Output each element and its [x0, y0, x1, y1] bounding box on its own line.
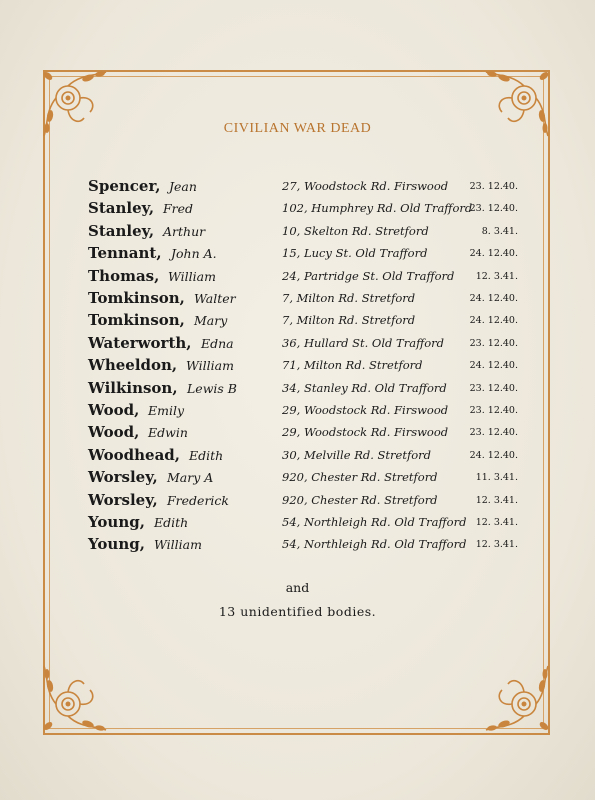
given-name: John A. — [171, 246, 217, 262]
date: 24. 12.40. — [469, 360, 518, 372]
address: 27, Woodstock Rd. Firswood — [282, 179, 449, 193]
list-item — [0, 177, 595, 199]
date: 23. 12.40. — [469, 181, 518, 192]
address: 36, Hullard St. Old Trafford — [282, 335, 444, 350]
address: 54, Northleigh Rd. Old Trafford — [282, 537, 467, 552]
given-name: Mary A — [167, 470, 214, 486]
given-name: William — [186, 358, 234, 374]
given-name: William — [154, 537, 202, 553]
address: 7, Milton Rd. Stretford — [282, 313, 416, 328]
date: 12. 3.41. — [475, 517, 518, 528]
given-name: Mary — [194, 313, 228, 329]
address: 29, Woodstock Rd. Firswood — [282, 403, 449, 417]
given-name: Lewis B — [187, 380, 237, 396]
given-name: Edith — [154, 515, 189, 530]
given-name: Fred — [163, 201, 194, 217]
surname: Tennant, — [88, 244, 162, 263]
address: 29, Woodstock Rd. Firswood — [282, 425, 449, 440]
surname: Wheeldon, — [88, 356, 178, 375]
given-name: Edna — [201, 335, 234, 351]
list-item — [0, 267, 595, 289]
address: 71, Milton Rd. Stretford — [282, 358, 423, 373]
list-item — [0, 379, 595, 401]
date: 24. 12.40. — [469, 293, 518, 304]
date: 12. 3.41. — [475, 539, 518, 551]
date: 23. 12.40. — [469, 337, 518, 349]
surname: Young, — [88, 535, 145, 554]
surname: Wilkinson, — [88, 378, 178, 397]
list-item — [0, 334, 595, 356]
surname: Woodhead, — [88, 445, 180, 464]
list-item — [0, 222, 595, 244]
address: 15, Lucy St. Old Trafford — [282, 246, 428, 261]
surname: Stanley, — [88, 199, 155, 218]
date: 8. 3.41. — [481, 225, 518, 237]
date: 24. 12.40. — [469, 248, 518, 260]
date: 12. 3.41. — [475, 494, 518, 506]
unidentified-bodies-text: 13 unidentified bodies. — [218, 604, 377, 619]
surname: Wood, — [88, 423, 140, 442]
list-item — [0, 244, 595, 266]
list-item — [0, 446, 595, 468]
surname: Worsley, — [88, 490, 158, 509]
list-item — [0, 468, 595, 490]
surname: Wood, — [88, 401, 140, 419]
surname: Waterworth, — [88, 333, 192, 352]
list-item — [0, 513, 595, 535]
given-name: Edith — [189, 447, 224, 463]
list-item — [0, 356, 595, 378]
date: 12. 3.41. — [475, 270, 518, 282]
surname: Spencer, — [88, 177, 161, 195]
page-title: CIVILIAN WAR DEAD — [223, 121, 372, 136]
corner-ornament-bottom-left — [40, 656, 120, 736]
list-item — [0, 423, 595, 445]
date: 23. 12.40. — [469, 427, 518, 439]
given-name: Emily — [148, 403, 185, 418]
given-name: Arthur — [163, 223, 206, 239]
date: 11. 3.41. — [475, 472, 518, 484]
given-name: Frederick — [167, 492, 229, 508]
surname: Stanley, — [88, 221, 155, 240]
corner-ornament-bottom-right — [472, 656, 552, 736]
address: 30, Melville Rd. Stretford — [282, 447, 431, 462]
date: 23. 12.40. — [469, 382, 518, 394]
surname: Thomas, — [88, 266, 160, 285]
given-name: Jean — [169, 179, 197, 194]
list-item — [0, 491, 595, 513]
address: 54, Northleigh Rd. Old Trafford — [282, 515, 467, 529]
given-name: Edwin — [148, 425, 188, 441]
list-item — [0, 289, 595, 311]
list-item — [0, 311, 595, 333]
surname: Tomkinson, — [88, 289, 185, 307]
and-text: and — [285, 580, 310, 595]
address: 24, Partridge St. Old Trafford — [282, 268, 455, 283]
address: 34, Stanley Rd. Old Trafford — [282, 380, 447, 395]
list-item — [0, 199, 595, 221]
date: 24. 12.40. — [469, 315, 518, 327]
list-item — [0, 401, 595, 423]
given-name: William — [168, 268, 216, 284]
address: 102, Humphrey Rd. Old Trafford — [282, 201, 473, 216]
address: 10, Skelton Rd. Stretford — [282, 223, 429, 238]
surname: Worsley, — [88, 468, 158, 487]
surname: Tomkinson, — [88, 311, 185, 330]
date: 23. 12.40. — [469, 405, 518, 416]
surname: Young, — [88, 513, 145, 531]
given-name: Walter — [194, 291, 236, 306]
address: 920, Chester Rd. Stretford — [282, 492, 438, 507]
date: 24. 12.40. — [469, 449, 518, 461]
list-item — [0, 535, 595, 557]
date: 23. 12.40. — [469, 203, 518, 215]
address: 7, Milton Rd. Stretford — [282, 291, 416, 305]
address: 920, Chester Rd. Stretford — [282, 470, 438, 485]
